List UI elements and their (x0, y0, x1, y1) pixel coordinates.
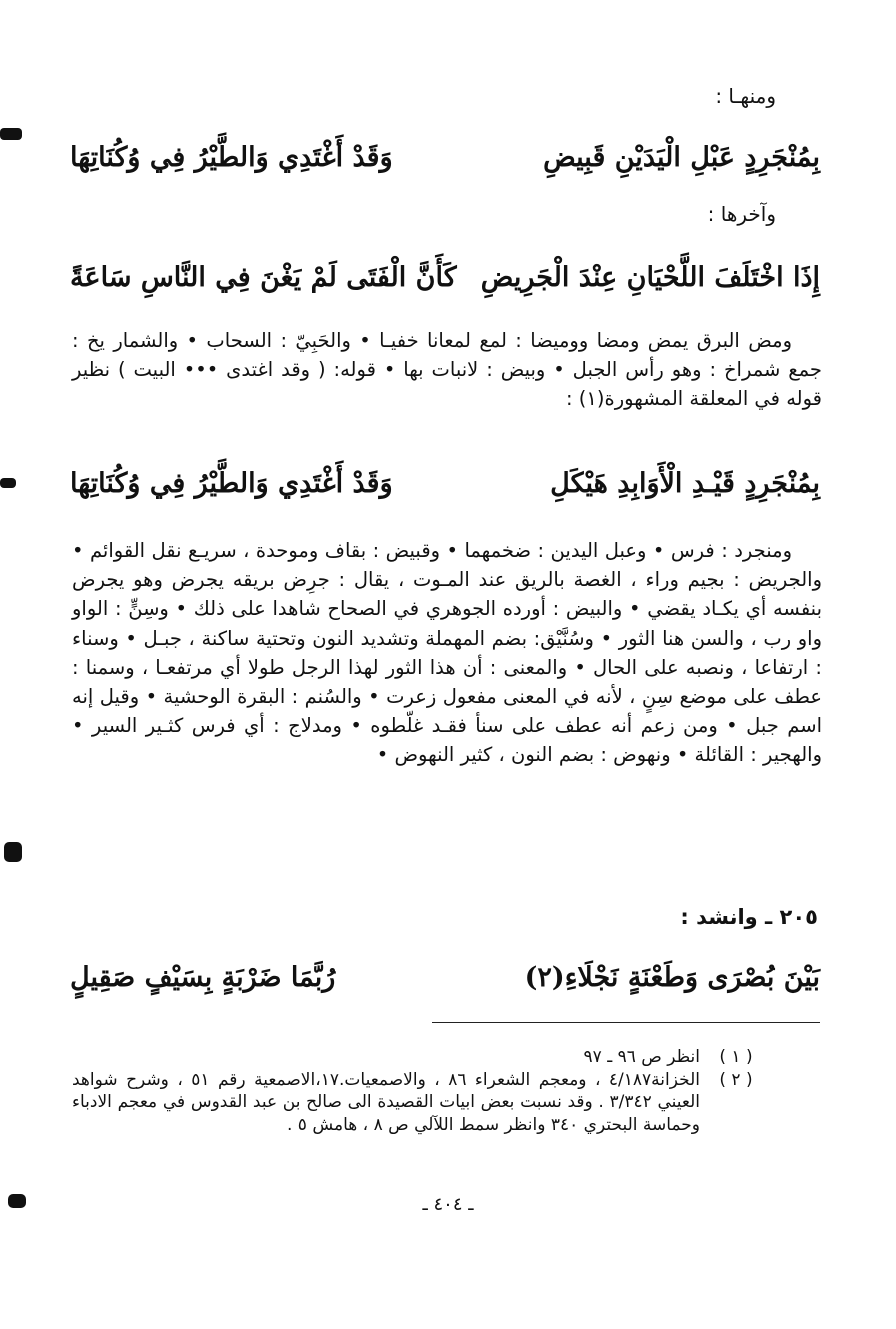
footnote-1 (72, 1046, 772, 1069)
footnote-number: ( ١ ) (719, 1047, 753, 1067)
verse-1-second-hemistich: بِمُنْجَرِدٍ عَبْلِ الْيَدَيْنِ قَبِيضِ (543, 141, 820, 173)
commentary-text-1: ومض البرق يمض ومضا ووميضا : لمع لمعانا خفيـا • والحَبِيّ : السحاب • والشمار يخ : جمع شمراخ : وهو رأس الجبل • وبيض : لانبات بها • قوله: ( وقد اغتدى ••• البيت ) نظير قوله في المعلقة المشهورة(١) : (72, 329, 822, 411)
verse-2-first-hemistich: كَأَنَّ الْفَتَى لَمْ يَغْنَ فِي النَّاسِ سَاعَةً (70, 261, 457, 293)
footnote-number: ( ٢ ) (719, 1069, 753, 1090)
verse-2-second-hemistich: إِذَا اخْتَلَفَ اللَّحْيَانِ عِنْدَ الْجَرِيضِ (480, 261, 820, 293)
verse-1 (70, 130, 820, 184)
commentary-text-2: ومنجرد : فرس • وعبل اليدين : ضخمهما • وقبيض : بقاف وموحدة ، سريـع نقل القوائم • والجريض : بجيم وراء ، الغصة بالريق عند المـوت ، يقال : جرِض بريقه يجرض وهو يجرض بنفسه أي يكـاد يقضي • والبيض : أورده الجوهري في الصحاح شاهدا على ذلك • وسِنٍّ : الواو واو رب ، والسن هنا الثور • وسُنَّيْق: بضم المهملة وتشديد النون وتحتية ساكنة ، جبـل • وسناء : ارتفاعا ، ونصبه على الحال • والمعنى : أن هذا الثور لهذا الرجل طولا أي مرتفعـا ، وسمنا : عطف على موضع سِنٍ ، لأنه في المعنى مفعول زعرت • والسُنم : البقرة الوحشية • وقيل إنه اسم جبل • ومن زعم أنه عطف على سنأ فقـد غلّطوه • ومدلاج : أي فرس كثـير السير • والهجير : القائلة • ونهوض : بضم النون ، كثير النهوض • (72, 539, 822, 767)
footnote-divider (432, 1022, 820, 1023)
verse-3 (70, 456, 820, 510)
verse-3-second-hemistich: بِمُنْجَرِدٍ قَيْـدِ الْأَوَابِدِ هَيْكَلِ (550, 467, 820, 499)
commentary-paragraph-2 (72, 536, 822, 770)
verse-4 (70, 950, 820, 1004)
footnote-2 (72, 1069, 772, 1137)
verse-3-first-hemistich: وَقَدْ أَغْتَدِي وَالطَّيْرُ فِي وُكُنَاتِهَا (70, 467, 393, 499)
scan-mark (4, 842, 22, 862)
scan-mark (0, 128, 22, 140)
intro-minha: ومنهـا : (715, 84, 776, 108)
scan-mark (0, 478, 16, 488)
verse-4-first-hemistich: رُبَّمَا ضَرْبَةٍ بِسَيْفٍ صَقِيلٍ (70, 961, 336, 993)
verse-2 (70, 250, 820, 304)
poem-heading: ٢٠٥ ـ وانشد : (680, 905, 818, 929)
page-number: ـ ٤٠٤ ـ (422, 1194, 474, 1215)
intro-akhiruha: وآخرها : (707, 202, 776, 226)
footnote-text: انظر ص ٩٦ ـ ٩٧ (583, 1047, 700, 1067)
commentary-paragraph-1 (72, 326, 822, 414)
footnotes (72, 1046, 772, 1136)
verse-1-first-hemistich: وَقَدْ أَغْتَدِي وَالطَّيْرُ فِي وُكُنَاتِهَا (70, 141, 393, 173)
verse-4-second-hemistich: بَيْنَ بُصْرَى وَطَعْنَةٍ نَجْلَاءِ(٢) (524, 961, 820, 993)
footnote-text: الخزانة٤/١٨٧ ، ومعجم الشعراء ٨٦ ، والاصمعيات.١٧،الاصمعية رقم ٥١ ، وشرح شواهد العيني ٣/٣٤٢ . وقد نسبت بعض ابيات القصيدة الى صالح بن عبد القدوس في معجم الادباء وحماسة البحتري ٣٤٠ وانظر سمط اللآلي ص ٨ ، هامش ٥ . (72, 1069, 700, 1135)
